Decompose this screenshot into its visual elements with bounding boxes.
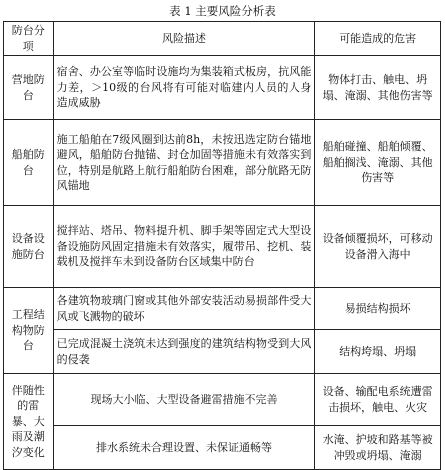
table-header-row (4, 22, 441, 56)
harm-cell: 结构垮塌、坍塌 (315, 330, 441, 374)
table-row (4, 374, 441, 426)
harm-cell: 船舶碰撞、船舶倾覆、船舶搁浅、淹溺、其他伤害等 (315, 120, 441, 206)
risk-cell: 现场大小临、大型设备避雷措施不完善 (53, 374, 315, 426)
table-title: 表 1 主要风险分析表 (169, 4, 276, 18)
table-row (4, 56, 441, 120)
header-category: 防台分项 (4, 22, 54, 56)
header-risk: 风险描述 (53, 22, 315, 56)
table-row (4, 120, 441, 206)
header-harm: 可能造成的危害 (315, 22, 441, 56)
harm-cell: 物体打击、触电、坍塌、淹溺、其他伤害等 (315, 56, 441, 120)
risk-cell: 排水系统未合理设置、未保证通畅等 (53, 426, 315, 470)
category-cell: 营地防台 (4, 56, 54, 120)
risk-analysis-table (3, 21, 441, 470)
risk-cell: 宿舍、办公室等临时设施均为集装箱式板房，抗风能力差，＞10级的台风将有可能对临建内人员的人身造成威胁 (53, 56, 315, 120)
category-cell: 工程结构物防台 (4, 288, 54, 374)
risk-cell: 已完成混凝土浇筑未达到强度的建筑结构物受到大风的侵袭 (53, 330, 315, 374)
risk-cell: 搅拌站、塔吊、物料提升机、脚手架等固定式大型设备设施防风固定措施未有效落实，履带吊、挖机、装载机及搅拌车未到设备防台区域集中防台 (53, 206, 315, 288)
table-row (4, 426, 441, 470)
table-row (4, 330, 441, 374)
category-cell: 船舶防台 (4, 120, 54, 206)
harm-cell: 设备倾覆损坏，可移动设备滑入海中 (315, 206, 441, 288)
harm-cell: 易损结构损坏 (315, 288, 441, 330)
table-row (4, 288, 441, 330)
table-row (4, 206, 441, 288)
harm-cell: 水淹、护坡和路基等被冲毁或坍塌、淹溺 (315, 426, 441, 470)
category-cell: 伴随性的雷暴、大雨及潮汐变化 (4, 374, 54, 470)
risk-cell: 施工船舶在7级风圈到达前8h，未按迅选定防台锚地避风，船舶防台抛锚、封仓加固等措施未有效落实到位，特别是航路上航行船舶防台困难，部分航路无防风锚地 (53, 120, 315, 206)
harm-cell: 设备、输配电系统遭雷击损坏，触电、火灾 (315, 374, 441, 426)
risk-cell: 各建筑物玻璃门窗或其他外部安装活动易损部件受大风或飞溅物的破坏 (53, 288, 315, 330)
category-cell: 设备设施防台 (4, 206, 54, 288)
